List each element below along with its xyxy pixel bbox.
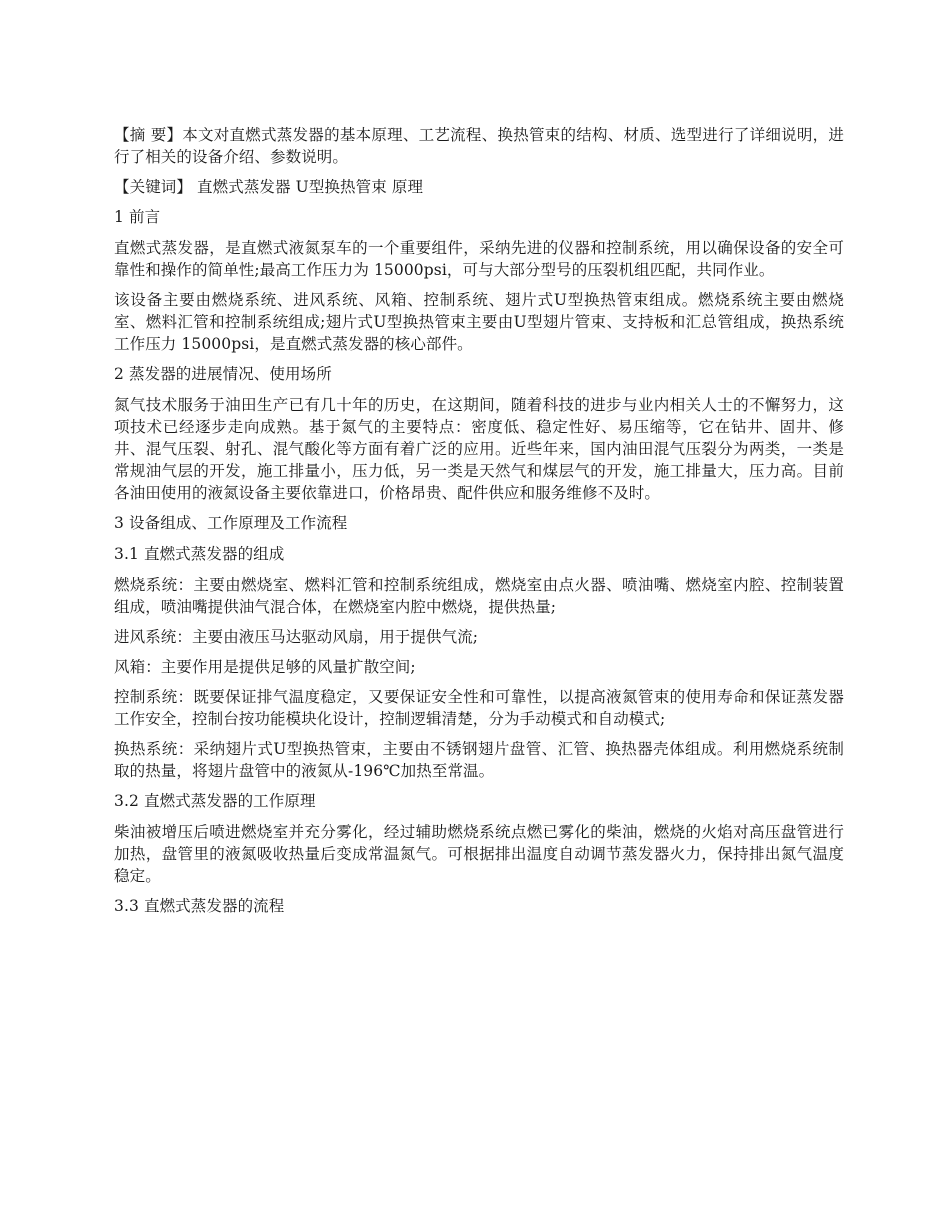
body-paragraph: 进风系统：主要由液压马达驱动风扇，用于提供气流; (114, 628, 479, 646)
abstract-paragraph: 【摘 要】本文对直燃式蒸发器的基本原理、工艺流程、换热管束的结构、材质、选型进行了详细说明，进行了相关的设备介绍、参数说明。 (114, 126, 844, 166)
subsection-heading-3-2: 3.2 直燃式蒸发器的工作原理 (114, 792, 316, 810)
body-paragraph: 风箱：主要作用是提供足够的风量扩散空间; (114, 658, 416, 676)
section-heading-1: 1 前言 (114, 208, 161, 226)
body-paragraph: 直燃式蒸发器，是直燃式液氮泵车的一个重要组件，采纳先进的仪器和控制系统，用以确保设备的安全可靠性和操作的简单性;最高工作压力为 15000psi，可与大部分型号的压裂机组匹配，共同作业。 (114, 239, 844, 279)
body-paragraph: 燃烧系统：主要由燃烧室、燃料汇管和控制系统组成，燃烧室由点火器、喷油嘴、燃烧室内腔、控制装置组成，喷油嘴提供油气混合体，在燃烧室内腔中燃烧，提供热量; (114, 576, 844, 616)
section-heading-3: 3 设备组成、工作原理及工作流程 (114, 514, 348, 532)
subsection-heading-3-3: 3.3 直燃式蒸发器的流程 (114, 897, 285, 915)
body-paragraph: 柴油被增压后喷进燃烧室并充分雾化，经过辅助燃烧系统点燃已雾化的柴油，燃烧的火焰对高压盘管进行加热，盘管里的液氮吸收热量后变成常温氮气。可根据排出温度自动调节蒸发器火力，保持排出氮气温度稳定。 (114, 823, 844, 885)
subsection-heading-3-1: 3.1 直燃式蒸发器的组成 (114, 545, 285, 563)
body-paragraph: 该设备主要由燃烧系统、进风系统、风箱、控制系统、翅片式U型换热管束组成。燃烧系统主要由燃烧室、燃料汇管和控制系统组成;翅片式U型换热管束主要由U型翅片管束、支持板和汇总管组成，换热系统工作压力 15000psi，是直燃式蒸发器的核心部件。 (114, 291, 844, 353)
body-paragraph: 氮气技术服务于油田生产已有几十年的历史，在这期间，随着科技的进步与业内相关人士的不懈努力，这项技术已经逐步走向成熟。基于氮气的主要特点：密度低、稳定性好、易压缩等，它在钻井、固井、修井、混气压裂、射孔、混气酸化等方面有着广泛的应用。近些年来，国内油田混气压裂分为两类，一类是常规油气层的开发，施工排量小，压力低，另一类是天然气和煤层气的开发，施工排量大，压力高。目前各油田使用的液氮设备主要依靠进口，价格昂贵、配件供应和服务维修不及时。 (114, 396, 844, 502)
section-heading-2: 2 蒸发器的进展情况、使用场所 (114, 365, 332, 383)
body-paragraph: 换热系统：采纳翅片式U型换热管束，主要由不锈钢翅片盘管、汇管、换热器壳体组成。利用燃烧系统制取的热量，将翅片盘管中的液氮从-196℃加热至常温。 (114, 740, 844, 780)
keywords-paragraph: 【关键词】 直燃式蒸发器 U型换热管束 原理 (114, 178, 424, 196)
document-body (114, 124, 844, 926)
body-paragraph: 控制系统：既要保证排气温度稳定，又要保证安全性和可靠性，以提高液氮管束的使用寿命和保证蒸发器工作安全，控制台按功能模块化设计，控制逻辑清楚，分为手动模式和自动模式; (114, 688, 844, 728)
